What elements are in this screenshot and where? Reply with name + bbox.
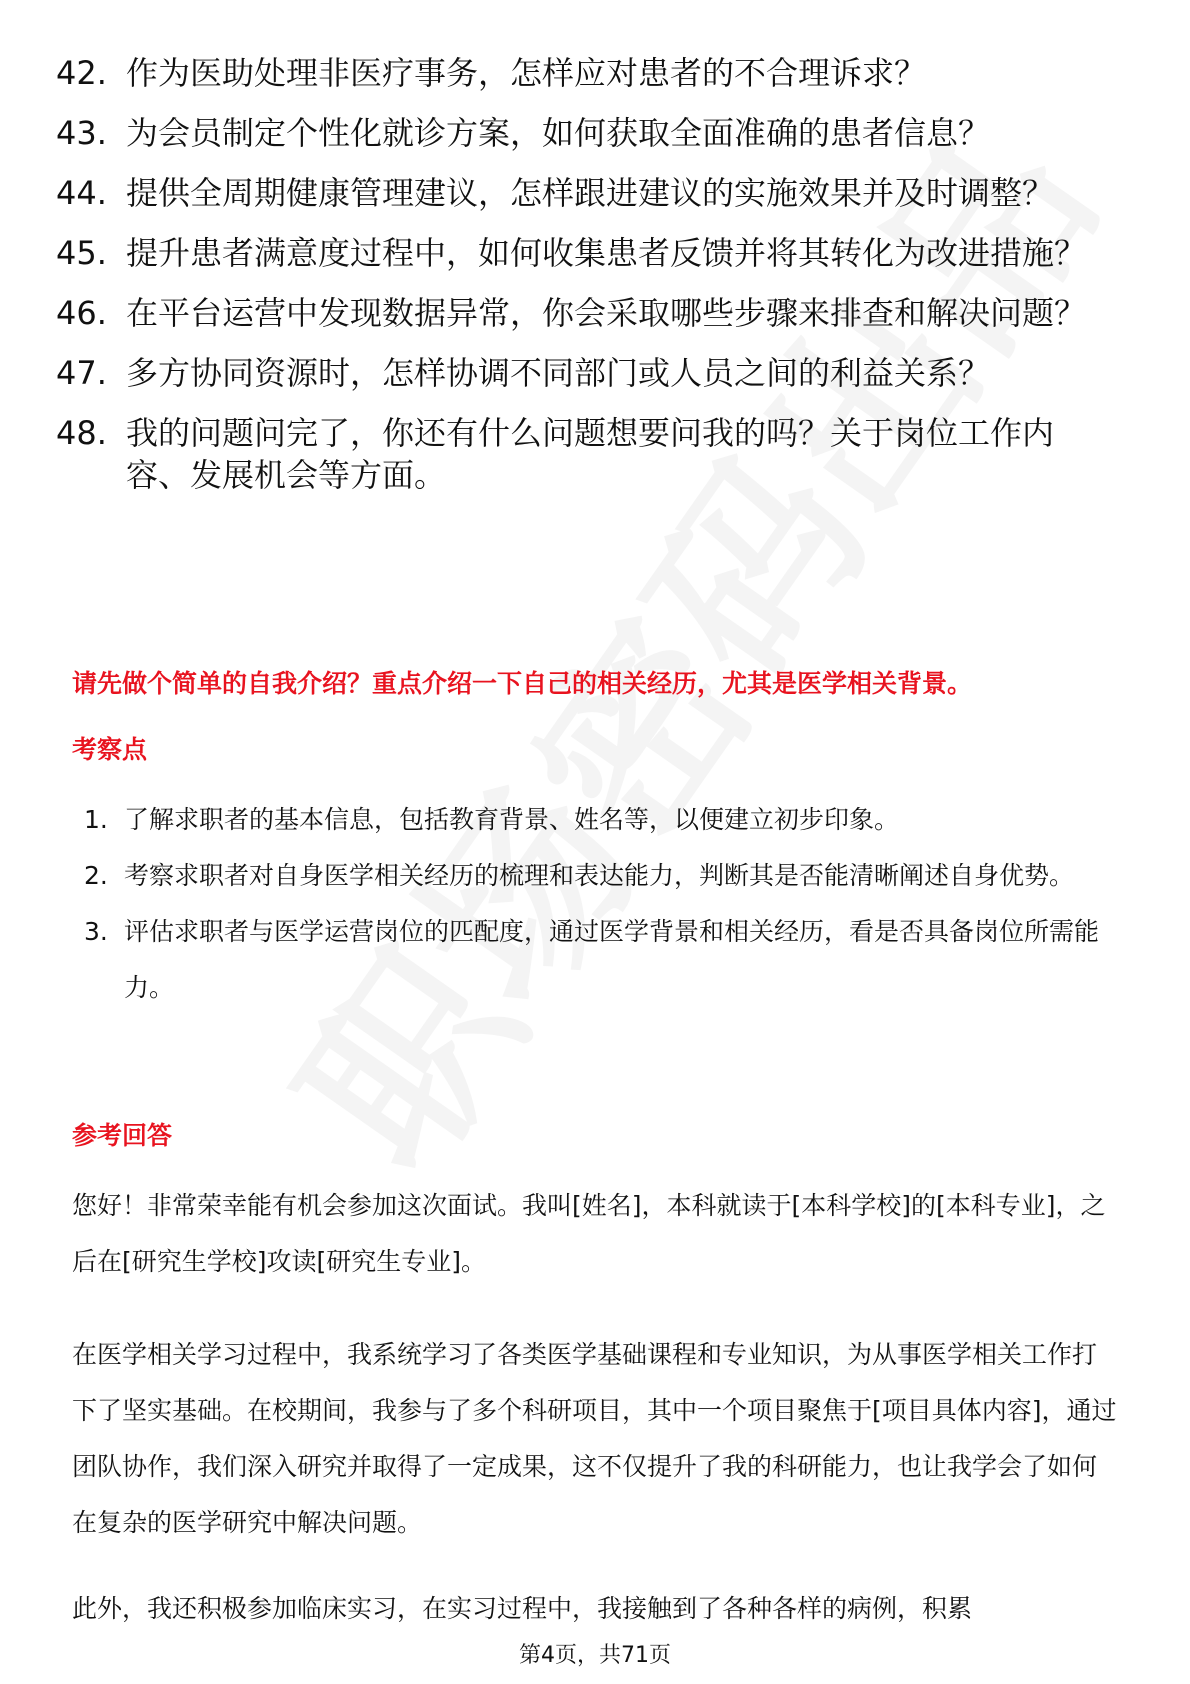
reference-answer-heading: 参考回答 [72, 1121, 173, 1150]
point-number: 3. [84, 917, 108, 946]
page-footer: 第4页，共71页 [519, 1643, 671, 1668]
question-text: 我的问题问完了，你还有什么问题想要问我的吗？关于岗位工作内容、发展机会等方面。 [126, 414, 1055, 494]
question-item [56, 52, 1116, 94]
question-item [56, 292, 1116, 334]
question-number: 47. [56, 354, 107, 392]
question-item [56, 232, 1116, 274]
examine-points-heading: 考察点 [72, 735, 148, 764]
question-item [56, 172, 1116, 214]
answer-paragraph: 在医学相关学习过程中，我系统学习了各类医学基础课程和专业知识，为从事医学相关工作打下了坚实基础。在校期间，我参与了多个科研项目，其中一个项目聚焦于[项目具体内容]，通过团队协作，我们深入研究并取得了一定成果，这不仅提升了我的科研能力，也让我学会了如何在复杂的医学研究中解决问题。 [72, 1340, 1117, 1537]
answer-paragraph: 此外，我还积极参加临床实习，在实习过程中，我接触到了各种各样的病例，积累 [72, 1594, 973, 1623]
question-number: 42. [56, 54, 107, 92]
question-number: 46. [56, 294, 107, 332]
examine-point [84, 848, 1116, 904]
question-text: 多方协同资源时，怎样协调不同部门或人员之间的利益关系？ [126, 354, 991, 392]
point-text: 评估求职者与医学运营岗位的匹配度，通过医学背景和相关经历，看是否具备岗位所需能力。 [124, 917, 1100, 1002]
question-text: 提升患者满意度过程中，如何收集患者反馈并将其转化为改进措施？ [126, 234, 1087, 272]
examine-point [84, 792, 1116, 848]
question-list [56, 52, 1116, 514]
question-item [56, 412, 1116, 496]
question-text: 为会员制定个性化就诊方案，如何获取全面准确的患者信息？ [126, 114, 991, 152]
point-text: 考察求职者对自身医学相关经历的梳理和表达能力，判断其是否能清晰阐述自身优势。 [124, 861, 1075, 890]
question-text: 在平台运营中发现数据异常，你会采取哪些步骤来排查和解决问题？ [126, 294, 1087, 332]
question-item [56, 352, 1116, 394]
question-number: 45. [56, 234, 107, 272]
featured-question: 请先做个简单的自我介绍？重点介绍一下自己的相关经历，尤其是医学相关背景。 [72, 669, 973, 698]
answer-paragraph: 您好！非常荣幸能有机会参加这次面试。我叫[姓名]，本科就读于[本科学校]的[本科专业]，之后在[研究生学校]攻读[研究生专业]。 [72, 1191, 1106, 1276]
question-text: 作为医助处理非医疗事务，怎样应对患者的不合理诉求？ [126, 54, 927, 92]
question-text: 提供全周期健康管理建议，怎样跟进建议的实施效果并及时调整？ [126, 174, 1055, 212]
point-number: 2. [84, 861, 108, 890]
examine-points-list [84, 792, 1116, 1016]
question-item [56, 112, 1116, 154]
question-number: 43. [56, 114, 107, 152]
examine-point [84, 904, 1116, 1016]
point-number: 1. [84, 805, 108, 834]
question-number: 44. [56, 174, 107, 212]
point-text: 了解求职者的基本信息，包括教育背景、姓名等，以便建立初步印象。 [124, 805, 900, 834]
question-number: 48. [56, 414, 107, 452]
